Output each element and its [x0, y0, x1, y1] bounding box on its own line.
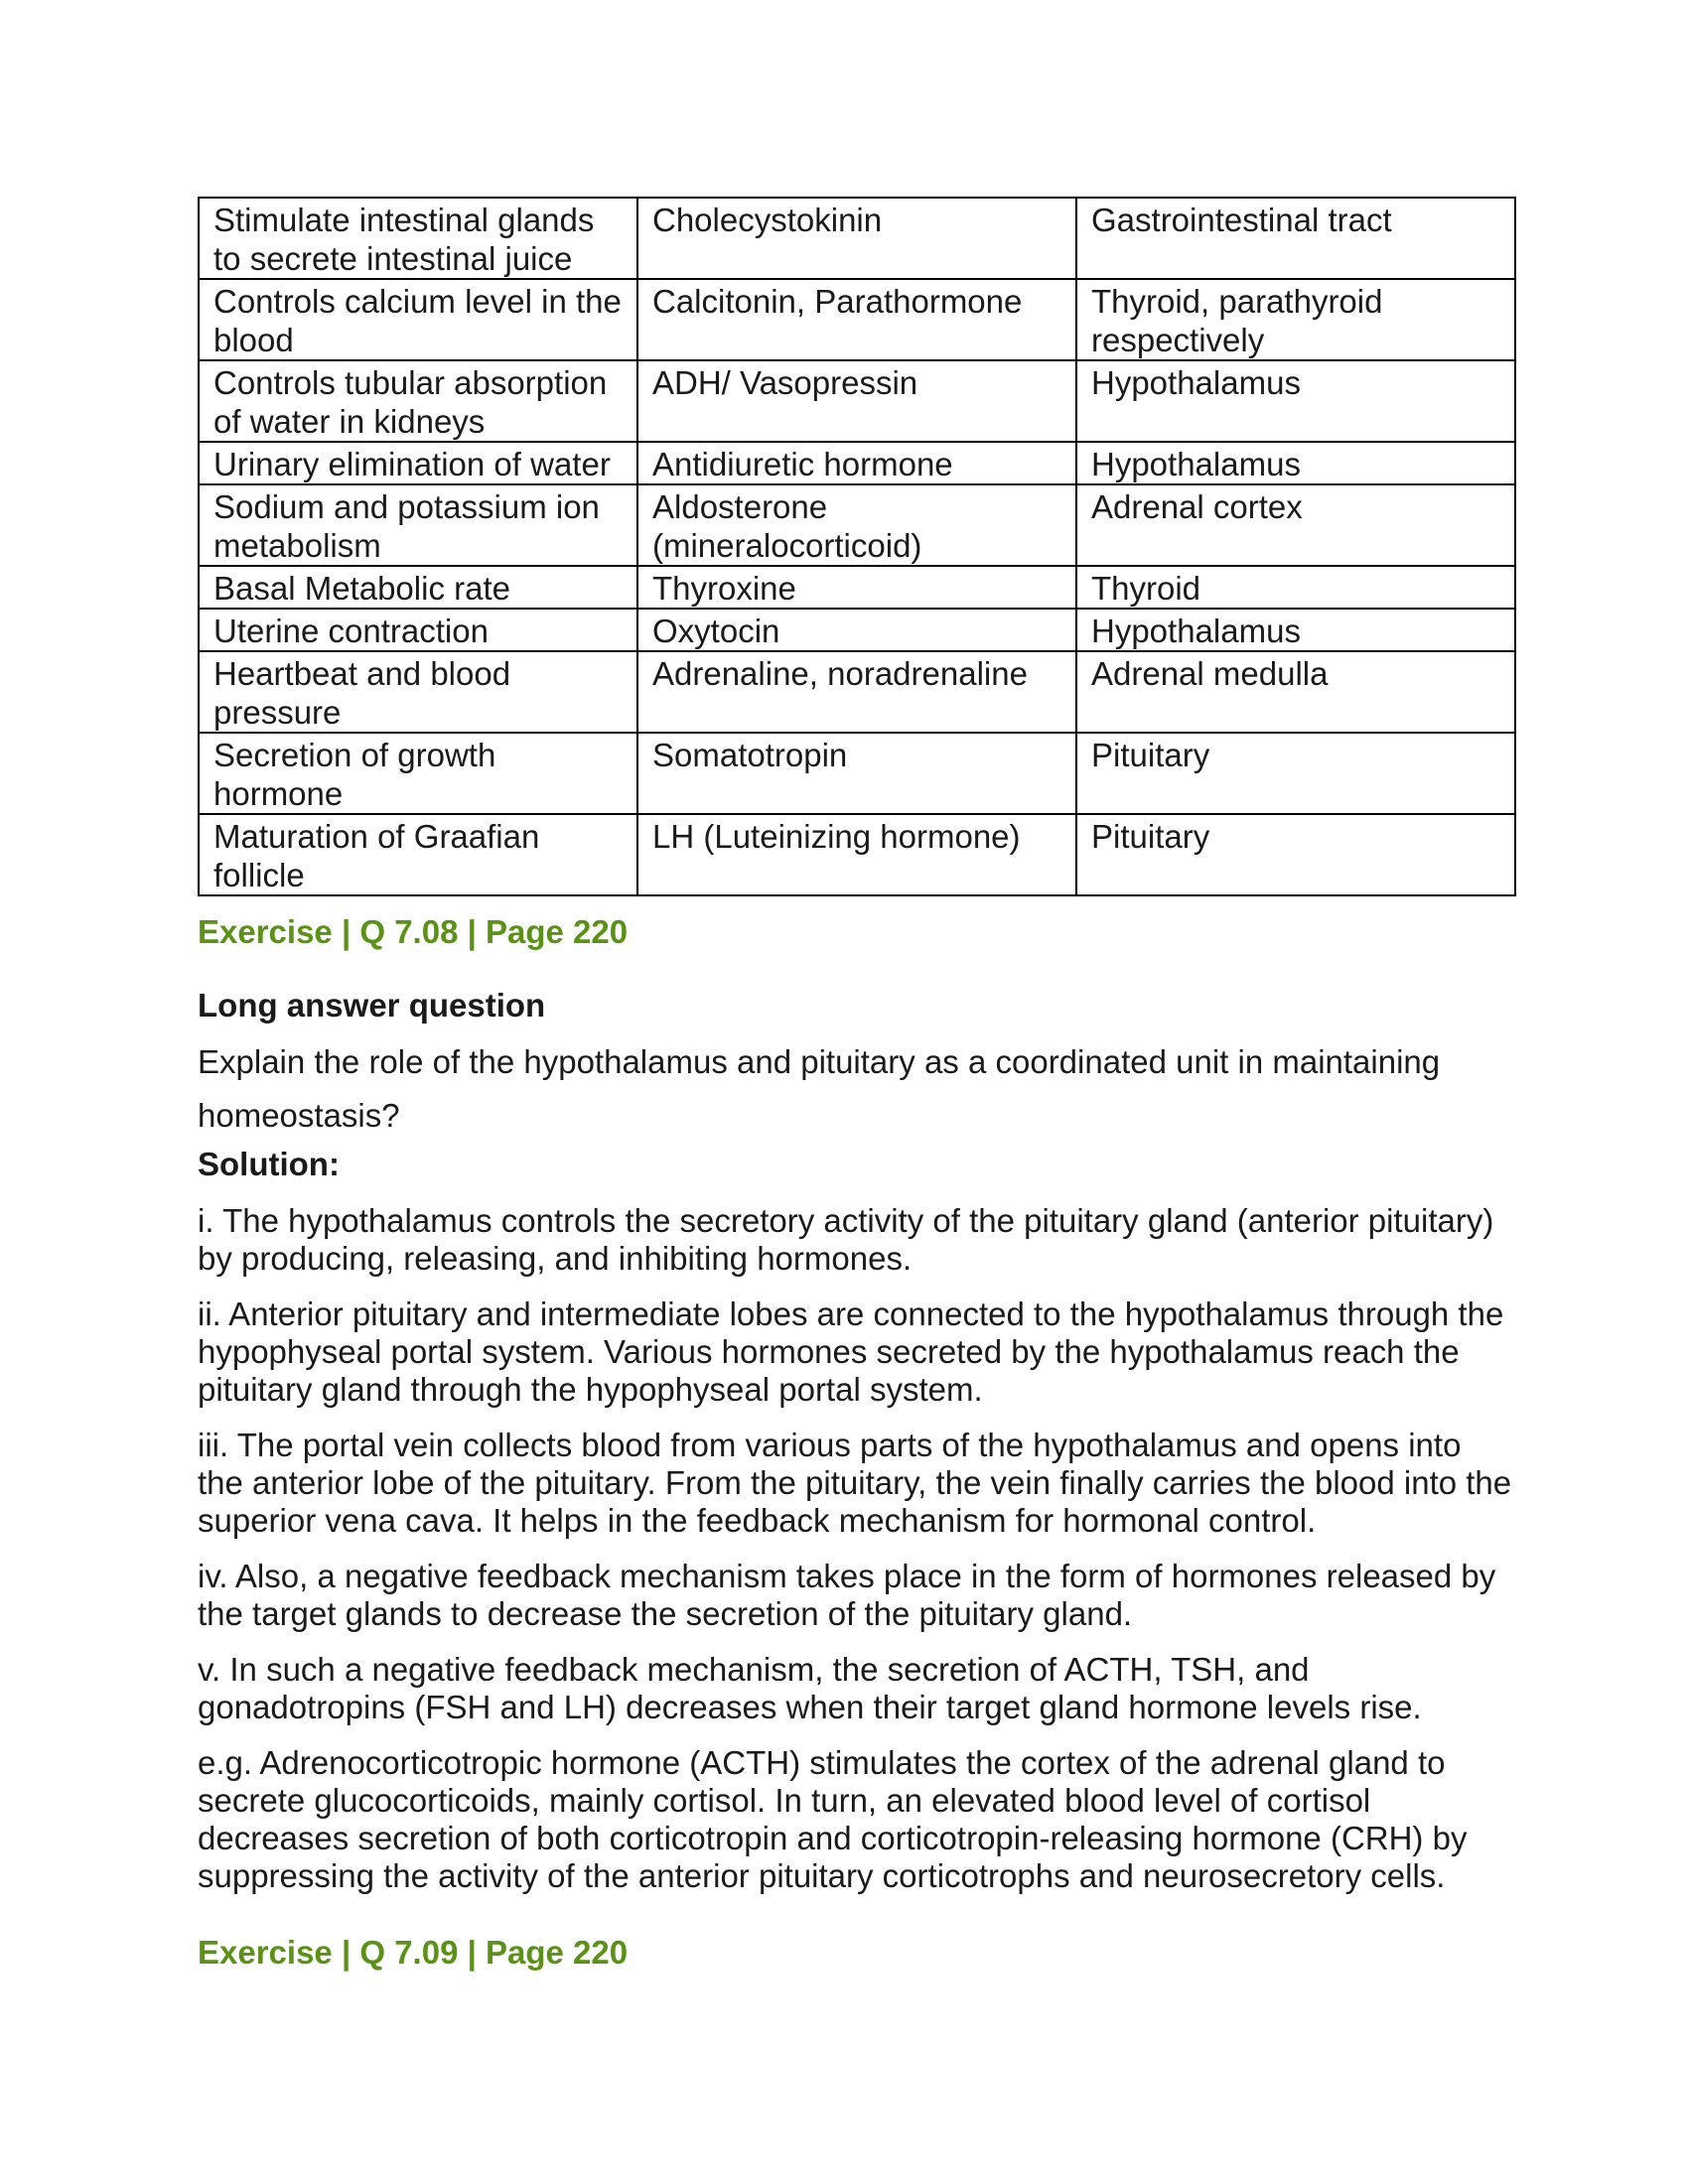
table-cell-hormone: Antidiuretic hormone: [637, 442, 1076, 484]
table-cell-hormone: ADH/ Vasopressin: [637, 360, 1076, 442]
table-cell-function: Sodium and potassium ion metabolism: [199, 484, 637, 566]
table-cell-hormone: Adrenaline, noradrenaline: [637, 651, 1076, 733]
table-cell-function: Basal Metabolic rate: [199, 566, 637, 609]
table-cell-hormone: Cholecystokinin: [637, 198, 1076, 279]
table-cell-function: Controls calcium level in the blood: [199, 279, 637, 360]
table-cell-source: Thyroid: [1076, 566, 1515, 609]
table-cell-hormone: Oxytocin: [637, 609, 1076, 651]
table-row: [199, 279, 1515, 360]
table-row: [199, 484, 1515, 566]
table-cell-source: Thyroid, parathyroid respectively: [1076, 279, 1515, 360]
solution-paragraph: iii. The portal vein collects blood from various parts of the hypothalamus and opens into the anterior lobe of the pituitary. From the pituitary, the vein finally carries the blood into the superior vena cava. It helps in the feedback mechanism for hormonal control.: [198, 1427, 1512, 1539]
question-text: Explain the role of the hypothalamus and pituitary as a coordinated unit in maintaining homeostasis?: [198, 1043, 1441, 1134]
table-cell-source: Hypothalamus: [1076, 360, 1515, 442]
solution-paragraph: i. The hypothalamus controls the secretory activity of the pituitary gland (anterior pituitary) by producing, releasing, and inhibiting hormones.: [198, 1202, 1494, 1277]
table-cell-hormone: Calcitonin, Parathormone: [637, 279, 1076, 360]
table-cell-source: Pituitary: [1076, 733, 1515, 814]
table-row: [199, 360, 1515, 442]
table-cell-hormone: LH (Luteinizing hormone): [637, 814, 1076, 895]
table-cell-function: Maturation of Graafian follicle: [199, 814, 637, 895]
table-cell-source: Pituitary: [1076, 814, 1515, 895]
table-cell-function: Secretion of growth hormone: [199, 733, 637, 814]
table-row: [199, 733, 1515, 814]
section-heading: Long answer question: [198, 987, 546, 1024]
exercise-reference-link[interactable]: Exercise | Q 7.09 | Page 220: [198, 1934, 629, 1971]
table-cell-hormone: Aldosterone (mineralocorticoid): [637, 484, 1076, 566]
table-cell-source: Hypothalamus: [1076, 609, 1515, 651]
hormone-table: [198, 197, 1516, 896]
table-row: [199, 566, 1515, 609]
solution-example-paragraph: e.g. Adrenocorticotropic hormone (ACTH) stimulates the cortex of the adrenal gland to secrete glucocorticoids, mainly cortisol. In turn, an elevated blood level of cortisol decreases secretion of both corticotropin and corticotropin-releasing hormone (CRH) by suppressing the activity of the anterior pituitary corticotrophs and neurosecretory cells.: [198, 1744, 1468, 1894]
table-cell-function: Heartbeat and blood pressure: [199, 651, 637, 733]
table-cell-source: Gastrointestinal tract: [1076, 198, 1515, 279]
table-cell-hormone: Somatotropin: [637, 733, 1076, 814]
table-row: [199, 442, 1515, 484]
table-row: [199, 198, 1515, 279]
table-row: [199, 814, 1515, 895]
solution-paragraph: iv. Also, a negative feedback mechanism takes place in the form of hormones released by the target glands to decrease the secretion of the pituitary gland.: [198, 1558, 1496, 1632]
table-row: [199, 651, 1515, 733]
table-cell-function: Controls tubular absorption of water in kidneys: [199, 360, 637, 442]
table-cell-function: Stimulate intestinal glands to secrete intestinal juice: [199, 198, 637, 279]
table-cell-function: Urinary elimination of water: [199, 442, 637, 484]
table-cell-function: Uterine contraction: [199, 609, 637, 651]
table-cell-source: Adrenal medulla: [1076, 651, 1515, 733]
solution-label: Solution:: [198, 1146, 340, 1182]
document-page: [198, 197, 1514, 1973]
table-cell-source: Adrenal cortex: [1076, 484, 1515, 566]
table-cell-source: Hypothalamus: [1076, 442, 1515, 484]
exercise-reference-link[interactable]: Exercise | Q 7.08 | Page 220: [198, 913, 629, 950]
solution-paragraph: v. In such a negative feedback mechanism, the secretion of ACTH, TSH, and gonadotropins (FSH and LH) decreases when their target gland hormone levels rise.: [198, 1651, 1422, 1725]
table-row: [199, 609, 1515, 651]
solution-paragraph: ii. Anterior pituitary and intermediate lobes are connected to the hypothalamus through the hypophyseal portal system. Various hormones secreted by the hypothalamus reach the pituitary gland through the hypophyseal portal system.: [198, 1296, 1504, 1408]
table-cell-hormone: Thyroxine: [637, 566, 1076, 609]
